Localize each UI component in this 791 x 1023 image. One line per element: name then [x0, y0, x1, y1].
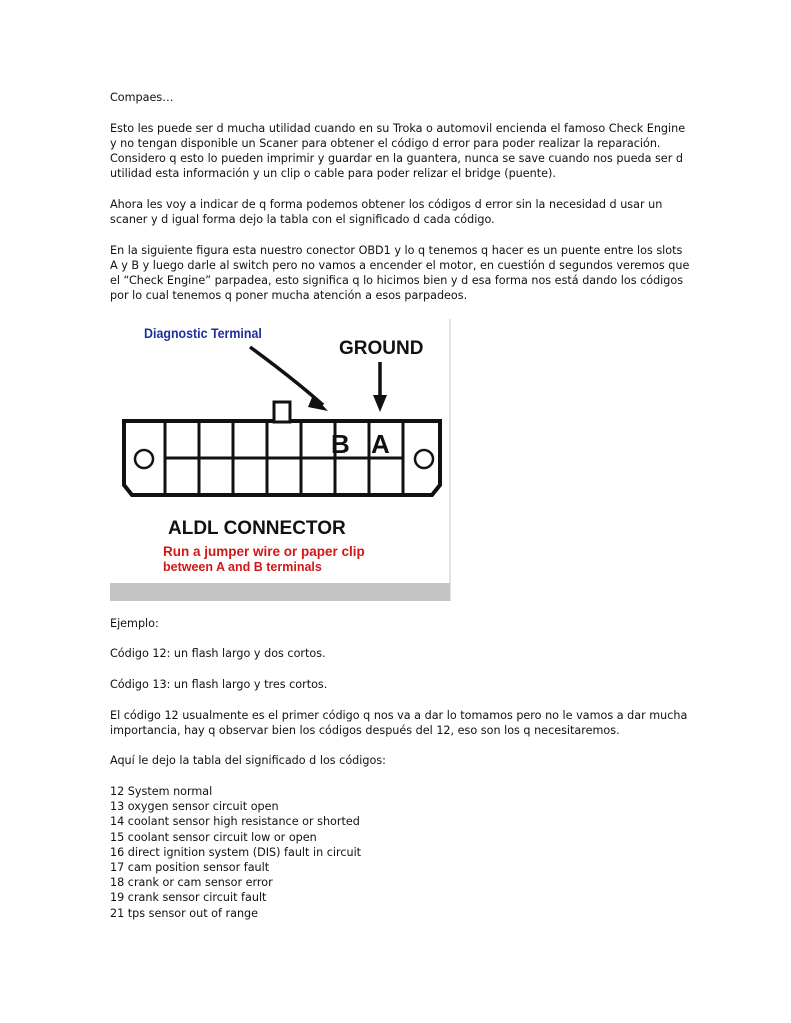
intro-paragraph: Esto les puede ser d mucha utilidad cuando en su Troka o automovil encienda el famoso Check Engine y no tengan disponible un Scaner para obtener el código d error para poder realizar la reparación. Considero q esto lo pueden imprimir y guardar en la guantera, nunca se save cuando nos pueda ser d utilidad esta información y un clip o cable para poder relizar el bridge (puente). [110, 121, 686, 181]
aldl-connector-title: ALDL CONNECTOR [168, 517, 346, 539]
method-paragraph: Ahora les voy a indicar de q forma podemos obtener los códigos d error sin la necesidad d usar un scaner y d igual forma dejo la tabla con el significado d cada código. [110, 197, 663, 226]
code-row: 12 System normal [110, 784, 213, 798]
document-body [110, 90, 690, 921]
connector-left-hole [135, 450, 153, 468]
example-code-13: Código 13: un flash largo y tres cortos. [110, 677, 328, 691]
table-intro: Aquí le dejo la tabla del significado d los códigos: [110, 754, 386, 768]
aldl-connector-figure [110, 319, 451, 601]
code-row: 13 oxygen sensor circuit open [110, 800, 279, 814]
code-row: 14 coolant sensor high resistance or shorted [110, 815, 360, 829]
code-12-note: El código 12 usualmente es el primer código q nos va a dar lo tomamos pero no le vamos a dar mucha importancia, hay q observar bien los códigos después del 12, eso son los q necesitaremos. [110, 708, 688, 737]
code-row: 19 crank sensor circuit fault [110, 891, 267, 905]
greeting: Compaes… [110, 91, 174, 104]
code-row: 15 coolant sensor circuit low or open [110, 830, 317, 844]
aldl-connector-diagram [110, 319, 451, 601]
code-row: 17 cam position sensor fault [110, 860, 270, 874]
figure-footer-bar [110, 583, 450, 601]
connector-paragraph: En la siguiente figura esta nuestro conector OBD1 y lo q tenemos q hacer es un puente entre los slots A y B y luego darle al switch pero no vamos a encender el motor, en cuestión d segundos veremos que el “Check Engine” parpadea, esto significa q lo hicimos bien y d esa forma nos está dando los códigos por lo cual tenemos q poner mucha atención a esos parpadeos. [110, 243, 690, 303]
example-code-12: Código 12: un flash largo y dos cortos. [110, 647, 326, 661]
code-row: 18 crank or cam sensor error [110, 876, 273, 890]
code-table [110, 784, 690, 921]
ejemplo-label: Ejemplo: [110, 616, 159, 630]
code-row: 16 direct ignition system (DIS) fault in circuit [110, 845, 362, 859]
connector-key-tab [274, 402, 290, 422]
instruction-line-1: Run a jumper wire or paper clip [163, 543, 365, 559]
instruction-line-2: between A and B terminals [163, 559, 322, 574]
terminal-b-label: B [331, 428, 350, 459]
terminal-a-label: A [371, 428, 390, 459]
connector-right-hole [415, 450, 433, 468]
code-row: 21 tps sensor out of range [110, 906, 259, 920]
ground-label: GROUND [339, 337, 424, 359]
diagnostic-terminal-label: Diagnostic Terminal [144, 325, 262, 341]
